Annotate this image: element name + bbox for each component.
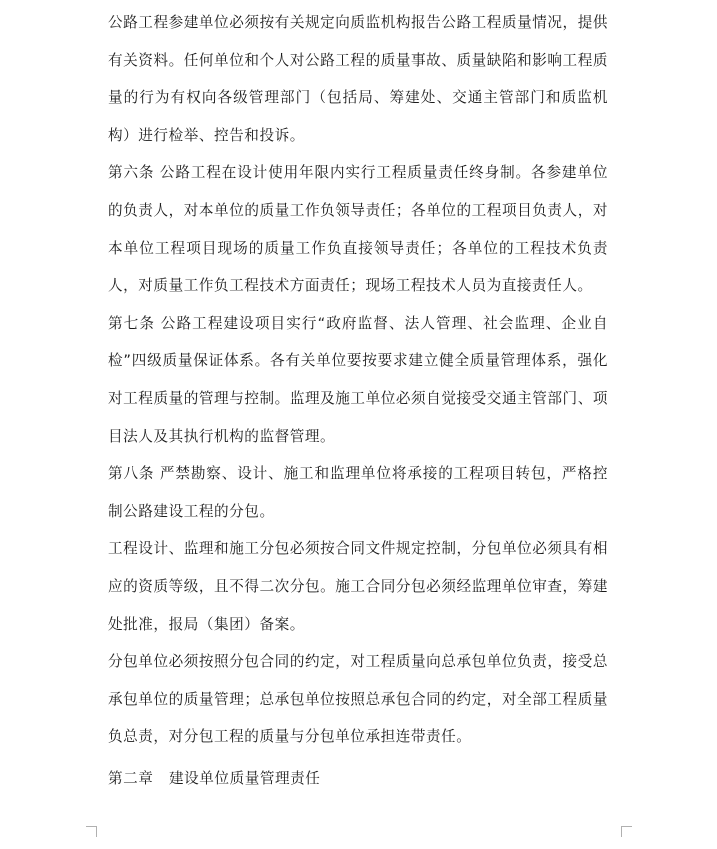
paragraph-subcontractor-duty: 分包单位必须按照分包合同的约定，对工程质量向总承包单位负责，接受总承包单位的质量管理；总承包单位按照总承包合同的约定，对全部工程质量负总责，对分包工程的质量与分包单位承担连带责任。 <box>108 653 608 746</box>
article-8-paragraph: 第八条 严禁勘察、设计、施工和监理单位将承接的工程项目转包，严格控制公路建设工程的分包。 <box>108 465 608 520</box>
chapter-heading: 第二章 建设单位质量管理责任 <box>108 769 321 787</box>
paragraph-subcontract-control: 工程设计、监理和施工分包必须按合同文件规定控制，分包单位必须具有相应的资质等级，且不得二次分包。施工合同分包必须经监理单位审查，筹建处批准，报局（集团）备案。 <box>108 540 608 633</box>
page-corner-mark-right <box>621 826 632 837</box>
article-6-paragraph: 第六条 公路工程在设计使用年限内实行工程质量责任终身制。各参建单位的负责人，对本单位的质量工作负领导责任；各单位的工程项目负责人，对本单位工程项目现场的质量工作负直接领导责任；各单位的工程技术负责人，对质量工作负工程技术方面责任；现场工程技术人员为直接责任人。 <box>108 164 608 295</box>
document-body <box>108 4 608 794</box>
page-corner-mark-left <box>86 826 97 837</box>
article-7-paragraph: 第七条 公路工程建设项目实行“政府监督、法人管理、社会监理、企业自检”四级质量保证体系。各有关单位要按要求建立健全质量管理体系，强化对工程质量的管理与控制。监理及施工单位必须自觉接受交通主管部门、项目法人及其执行机构的监督管理。 <box>108 314 608 445</box>
paragraph-reporting: 公路工程参建单位必须按有关规定向质监机构报告公路工程质量情况，提供有关资料。任何单位和个人对公路工程的质量事故、质量缺陷和影响工程质量的行为有权向各级管理部门（包括局、筹建处、交通主管部门和质监机构）进行检举、控告和投诉。 <box>108 14 608 144</box>
